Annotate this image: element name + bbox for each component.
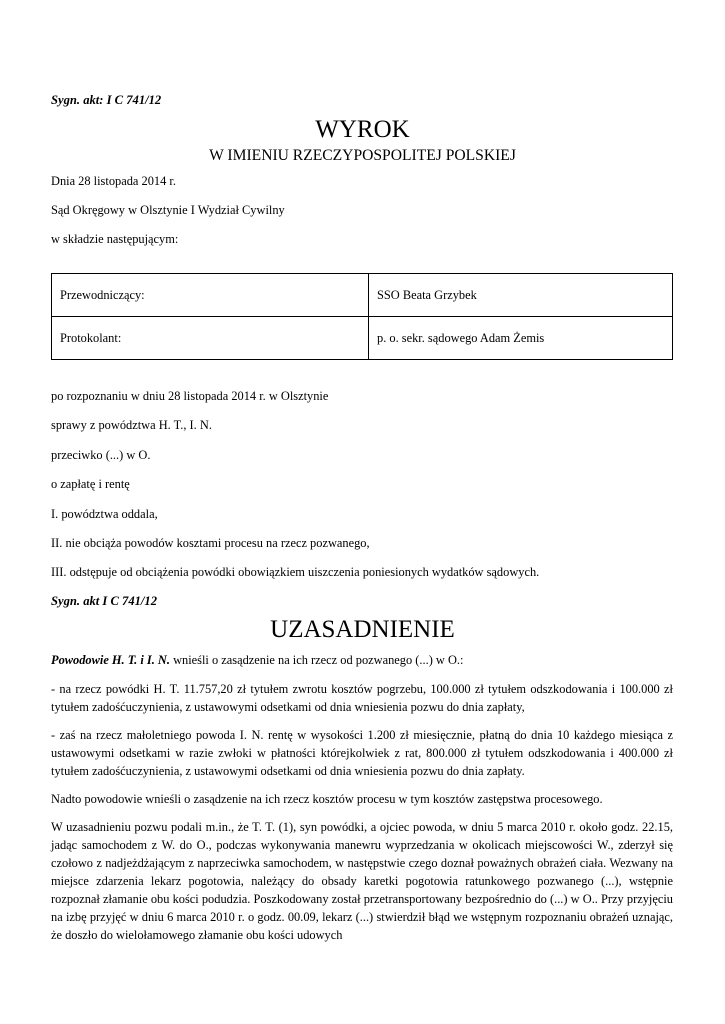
court-composition-table: [51, 273, 673, 360]
subject-line: o zapłatę i rentę: [51, 477, 130, 491]
ruling-item: II. nie obciąża powodów kosztami procesu na rzecz pozwanego,: [51, 536, 370, 550]
hearing-line: po rozpoznaniu w dniu 28 listopada 2014 r. w Olsztynie: [51, 389, 329, 403]
person-cell: SSO Beata Grzybek: [369, 274, 673, 317]
claim-paragraph: - na rzecz powódki H. T. 11.757,20 zł tytułem zwrotu kosztów pogrzebu, 100.000 zł tytułem odszkodowania i 100.000 zł tytułem zadośćuczynienia, z ustawowymi odsetkami od dnia wniesienia pozwu do dnia zapłaty,: [51, 682, 673, 714]
role-cell: Przewodniczący:: [52, 274, 369, 317]
ruling-item: I. powództwa oddala,: [51, 507, 158, 521]
ruling-item: III. odstępuje od obciążenia powódki obowiązkiem uiszczenia poniesionych wydatków sądowych.: [51, 565, 540, 579]
judgment-subtitle: W IMIENIU RZECZYPOSPOLITEJ POLSKIEJ: [209, 147, 516, 164]
composition-intro: w składzie następującym:: [51, 232, 179, 246]
table-row: [52, 317, 673, 360]
judgment-date: Dnia 28 listopada 2014 r.: [51, 174, 176, 188]
role-cell: Protokolant:: [52, 317, 369, 360]
court-name: Sąd Okręgowy w Olsztynie I Wydział Cywilny: [51, 203, 285, 217]
against-line: przeciwko (...) w O.: [51, 448, 151, 462]
costs-paragraph: Nadto powodowie wnieśli o zasądzenie na ich rzecz kosztów procesu w tym kosztów zastępstwa procesowego.: [51, 792, 603, 806]
plaintiffs-names: Powodowie H. T. i I. N.: [51, 653, 170, 667]
case-number-bottom: Sygn. akt I C 741/12: [51, 594, 158, 608]
justification-title: UZASADNIENIE: [270, 616, 455, 643]
table-row: [52, 274, 673, 317]
case-number: Sygn. akt: I C 741/12: [51, 93, 162, 107]
facts-paragraph: W uzasadnieniu pozwu podali m.in., że T. T. (1), syn powódki, a ojciec powoda, w dniu 5 marca 2010 r. około godz. 22.15, jadąc samochodem z W. do O., podczas wykonywania manewru wyprzedzania w okolicach miejscowości W., zderzył się czołowo z nadjeżdżającym z naprzeciwka samochodem, w następstwie czego doznał poważnych obrażeń ciała. Wezwany na miejsce zdarzenia lekarz pogotowia, należący do obsady karetki pogotowia ratunkowego pozwanego (...), wstępnie rozpoznał złamanie obu kości podudzia. Poszkodowany został przetransportowany bezpośrednio do (...) w O.. Przy przyjęciu na izbę przyjęć w dniu 6 marca 2010 r. o godz. 00.09, lekarz (...) stwierdził błąd we wstępnym rozpoznaniu obrażeń uznając, że doszło do wielołamowego złamanie obu kości udowych: [51, 820, 673, 942]
judgment-title: WYROK: [315, 116, 410, 143]
justification-intro: [51, 651, 463, 669]
case-line: sprawy z powództwa H. T., I. N.: [51, 418, 212, 432]
person-cell: p. o. sekr. sądowego Adam Żemis: [369, 317, 673, 360]
claim-paragraph: - zaś na rzecz małoletniego powoda I. N. rentę w wysokości 1.200 zł miesięcznie, płatną do dnia 10 każdego miesiąca z ustawowymi odsetkami w razie zwłoki w płatności którejkolwiek z rat, 800.000 zł tytułem odszkodowania i 400.000 zł tytułem zadośćuczynienia, z ustawowymi odsetkami od dnia wniesienia pozwu do dnia zapłaty.: [51, 728, 673, 778]
intro-text: wnieśli o zasądzenie na ich rzecz od pozwanego (...) w O.:: [169, 653, 464, 667]
